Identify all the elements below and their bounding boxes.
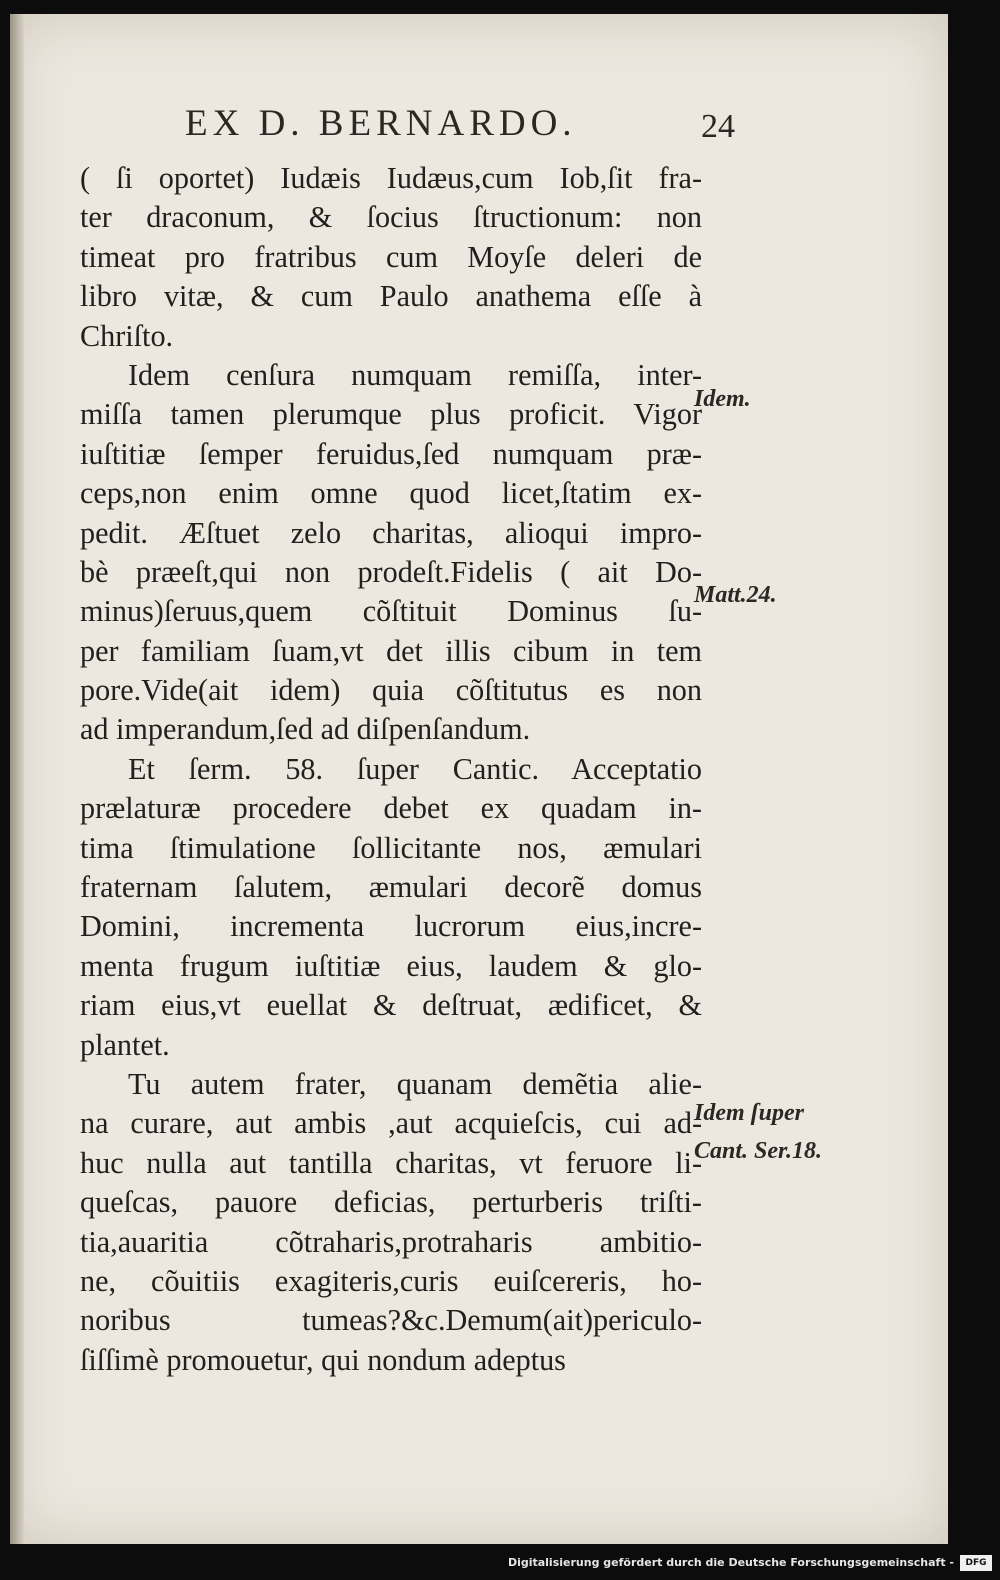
- text-line: ter draconum, & ſocius ſtructionum: non: [80, 200, 702, 235]
- margin-note-matt: Matt.24.: [694, 582, 777, 608]
- text-line: noribus tumeas?&c.Demum(ait)periculo-: [80, 1303, 702, 1338]
- text-line: iuſtitiæ ſemper feruidus,ſed numquam præ-: [80, 436, 702, 471]
- text-line: huc nulla aut tantilla charitas, vt feruore li-: [80, 1145, 702, 1180]
- text-line: Domini, incrementa lucrorum eius,incre-: [80, 909, 702, 944]
- text-line: fraternam ſalutem, æmulari decorẽ domus: [80, 870, 702, 905]
- page-header: [175, 102, 735, 152]
- text-line: pore.Vide(ait idem) quia cõſtitutus es non: [80, 673, 702, 708]
- text-line: ſiſſimè promouetur, qui nondum adeptus: [80, 1342, 566, 1377]
- text-line: Chriſto.: [80, 318, 174, 353]
- text-line: tia,auaritia cõtraharis,protraharis ambitio-: [80, 1224, 702, 1259]
- text-line: per familiam ſuam,vt det illis cibum in tem: [80, 633, 702, 668]
- dfg-logo: DFG: [960, 1555, 992, 1571]
- body-text: [80, 159, 702, 1380]
- text-line: ( ſi oportet) Iudæis Iudæus,cum Iob,ſit fra-: [80, 161, 702, 195]
- text-line: plantet.: [80, 1027, 170, 1062]
- text-line: bè præeſt,qui non prodeſt.Fidelis ( ait Do-: [80, 554, 702, 589]
- page-gutter-edge: [10, 14, 24, 1544]
- text-line: tima ſtimulatione ſollicitante nos, æmulari: [80, 830, 702, 865]
- book-page: [10, 14, 948, 1544]
- text-line: ceps,non enim omne quod licet,ſtatim ex-: [80, 476, 702, 511]
- text-line: ne, cõuitiis exagiteris,curis euiſcereris, ho-: [80, 1263, 702, 1298]
- margin-note-idem: Idem.: [694, 386, 751, 412]
- text-line: prælaturæ procedere debet ex quadam in-: [80, 791, 702, 826]
- text-line: Tu autem frater, quanam demẽtia alie-: [128, 1066, 702, 1101]
- text-line: Et ſerm. 58. ſuper Cantic. Acceptatio: [128, 751, 702, 786]
- text-line: ad imperandum,ſed ad diſpenſandum.: [80, 712, 531, 747]
- text-line: libro vitæ, & cum Paulo anathema eſſe à: [80, 279, 702, 314]
- text-line: miſſa tamen plerumque plus proficit. Vigor: [80, 397, 702, 432]
- text-line: na curare, aut ambis ,aut acquieſcis, cui ad-: [80, 1106, 702, 1141]
- funding-credit: Digitalisierung gefördert durch die Deutsche Forschungsgemeinschaft -: [507, 1556, 954, 1569]
- text-line: pedit. Æſtuet zelo charitas, alioqui impro-: [80, 515, 702, 550]
- margin-note-idem-super: Idem ſuper: [694, 1100, 804, 1126]
- page-number: 24: [701, 108, 735, 145]
- text-line: menta frugum iuſtitiæ eius, laudem & glo-: [80, 948, 702, 983]
- margin-note-cant-ser: Cant. Ser.18.: [694, 1138, 823, 1164]
- text-line: riam eius,vt euellat & deſtruat, ædificet, &: [80, 988, 702, 1023]
- text-line: queſcas, pauore deficias, perturberis triſti-: [80, 1185, 702, 1220]
- text-line: timeat pro fratribus cum Moyſe deleri de: [80, 239, 702, 274]
- text-line: Idem cenſura numquam remiſſa, inter-: [128, 357, 702, 392]
- text-line: minus)ſeruus,quem cõſtituit Dominus ſu-: [80, 594, 702, 629]
- footer-bar: [0, 1548, 1000, 1580]
- running-head: EX D. BERNARDO.: [185, 103, 577, 144]
